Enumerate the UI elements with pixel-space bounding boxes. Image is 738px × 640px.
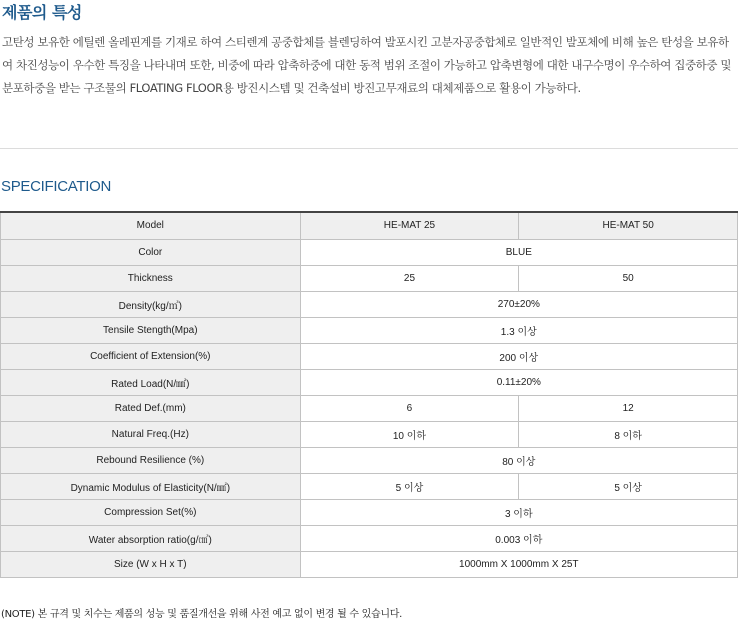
row-value: 200 이상 [300, 343, 737, 369]
table-row [1, 369, 738, 395]
table-row [1, 395, 738, 421]
row-value: 3 이하 [300, 499, 737, 525]
row-label: Thickness [1, 265, 301, 291]
header-col2: HE-MAT 50 [519, 212, 738, 239]
table-row [1, 473, 738, 499]
row-value-col2: 50 [519, 265, 738, 291]
row-value-col1: 10 이하 [300, 421, 519, 447]
row-value: 1000mm X 1000mm X 25T [300, 551, 737, 577]
row-value-col2: 5 이상 [519, 473, 738, 499]
row-label: Rated Load(N/㎟) [1, 369, 301, 395]
row-label: Density(kg/㎥) [1, 291, 301, 317]
table-row [1, 291, 738, 317]
row-label: Rated Def.(mm) [1, 395, 301, 421]
row-value-col1: 5 이상 [300, 473, 519, 499]
note-text: (NOTE) 본 규격 및 치수는 제품의 성능 및 품질개선을 위해 사전 예고 없이 변경 될 수 있습니다. [1, 609, 402, 620]
row-value-col1: 6 [300, 395, 519, 421]
section-title: 제품의 특성 [2, 3, 82, 22]
table-header-row [1, 212, 738, 239]
row-label: Tensile Stength(Mpa) [1, 317, 301, 343]
row-value: 0.003 이하 [300, 525, 737, 551]
row-label: Rebound Resilience (%) [1, 447, 301, 473]
table-row [1, 499, 738, 525]
table-row [1, 343, 738, 369]
table-row [1, 525, 738, 551]
row-label: Compression Set(%) [1, 499, 301, 525]
product-description: 고탄성 보유한 에틸렌 올레핀계를 기재로 하여 스티렌계 공중합체를 블렌딩하여 발포시킨 고분자공중합체로 일반적인 발포체에 비해 높은 탄성을 보유하여 차진성능이 우수한 특징을 나타내며 또한, 비중에 따라 압축하중에 대한 동적 범위 조절이 가능하고 압축변형에 대한 내구수명이 우수하여 집중하중 및 분포하중을 받는 구조물의 FLOATING FLOOR용 방진시스템 및 건축설비 방진고무재료의 대체제품으로 활용이 가능하다. [2, 35, 732, 95]
table-row [1, 551, 738, 577]
table-row [1, 447, 738, 473]
row-label: Size (W x H x T) [1, 551, 301, 577]
row-value: 270±20% [300, 291, 737, 317]
row-label: Water absorption ratio(g/㎤) [1, 525, 301, 551]
spec-title: SPECIFICATION [1, 178, 111, 195]
table-row [1, 317, 738, 343]
section-divider [0, 148, 738, 149]
row-value: 80 이상 [300, 447, 737, 473]
row-value: BLUE [300, 239, 737, 265]
header-label: Model [1, 212, 301, 239]
row-value-col2: 8 이하 [519, 421, 738, 447]
row-label: Dynamic Modulus of Elasticity(N/㎟) [1, 473, 301, 499]
row-label: Coefficient of Extension(%) [1, 343, 301, 369]
row-value-col2: 12 [519, 395, 738, 421]
table-row [1, 265, 738, 291]
header-col1: HE-MAT 25 [300, 212, 519, 239]
row-label: Natural Freq.(Hz) [1, 421, 301, 447]
table-row [1, 421, 738, 447]
table-row [1, 239, 738, 265]
row-value: 0.11±20% [300, 369, 737, 395]
row-label: Color [1, 239, 301, 265]
row-value: 1.3 이상 [300, 317, 737, 343]
row-value-col1: 25 [300, 265, 519, 291]
spec-table [0, 211, 738, 578]
